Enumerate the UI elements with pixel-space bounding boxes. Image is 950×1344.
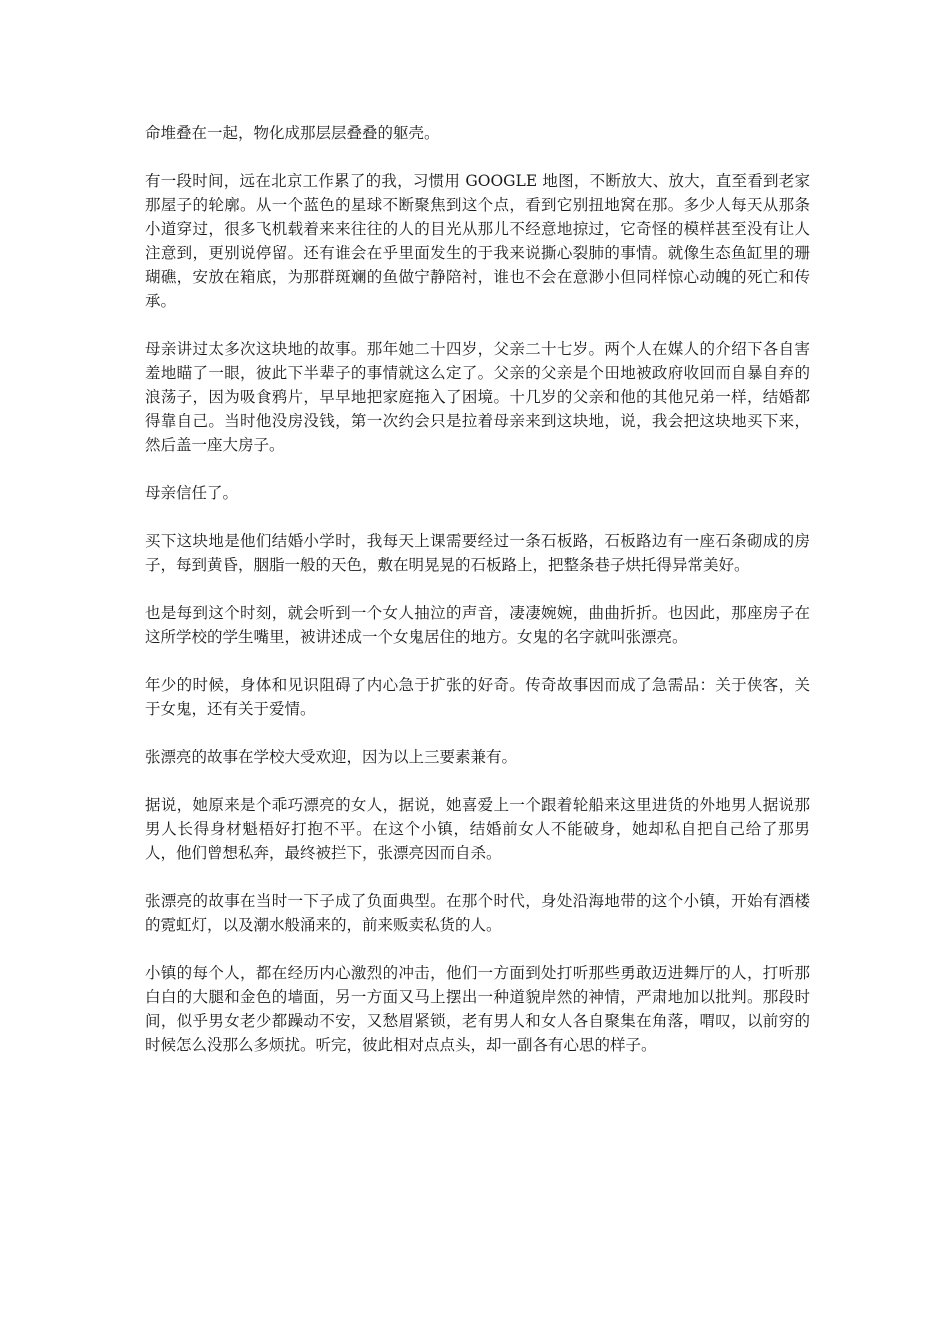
paragraph: 张漂亮的故事在当时一下子成了负面典型。在那个时代，身处沿海地带的这个小镇，开始有酒楼的霓虹灯，以及潮水般涌来的，前来贩卖私货的人。 xyxy=(145,892,810,934)
paragraph: 买下这块地是他们结婚小学时，我每天上课需要经过一条石板路，石板路边有一座石条砌成的房子，每到黄昏，胭脂一般的天色，敷在明晃晃的石板路上，把整条巷子烘托得异常美好。 xyxy=(145,532,810,574)
document-body xyxy=(145,121,810,1081)
paragraph: 也是每到这个时刻，就会听到一个女人抽泣的声音，凄凄婉婉，曲曲折折。也因此，那座房子在这所学校的学生嘴里，被讲述成一个女鬼居住的地方。女鬼的名字就叫张漂亮。 xyxy=(145,604,810,646)
paragraph: 小镇的每个人，都在经历内心激烈的冲击，他们一方面到处打听那些勇敢迈进舞厅的人，打听那白白的大腿和金色的墙面，另一方面又马上摆出一种道貌岸然的神情，严肃地加以批判。那段时间，似乎男女老少都躁动不安，又愁眉紧锁，老有男人和女人各自聚集在角落，喟叹，以前穷的时候怎么没那么多烦扰。听完，彼此相对点点头，却一副各有心思的样子。 xyxy=(145,964,810,1054)
paragraph: 张漂亮的故事在学校大受欢迎，因为以上三要素兼有。 xyxy=(145,748,518,766)
paragraph: 据说，她原来是个乖巧漂亮的女人，据说，她喜爱上一个跟着轮船来这里进货的外地男人据说那男人长得身材魁梧好打抱不平。在这个小镇，结婚前女人不能破身，她却私自把自己给了那男人，他们曾想私奔，最终被拦下，张漂亮因而自杀。 xyxy=(145,796,810,862)
paragraph: 有一段时间，远在北京工作累了的我，习惯用 GOOGLE 地图，不断放大、放大，直至看到老家那屋子的轮廓。从一个蓝色的星球不断聚焦到这个点，看到它别扭地窝在那。多少人每天从那条小道穿过，很多飞机载着来来往往的人的目光从那儿不经意地掠过，它奇怪的模样甚至没有让人注意到，更别说停留。还有谁会在乎里面发生的于我来说撕心裂肺的事情。就像生态鱼缸里的珊瑚礁，安放在箱底，为那群斑斓的鱼做宁静陪衬，谁也不会在意渺小但同样惊心动魄的死亡和传承。 xyxy=(145,172,810,310)
paragraph: 母亲讲过太多次这块地的故事。那年她二十四岁，父亲二十七岁。两个人在媒人的介绍下各自害羞地瞄了一眼，彼此下半辈子的事情就这么定了。父亲的父亲是个田地被政府收回而自暴自弃的浪荡子，因为吸食鸦片，早早地把家庭拖入了困境。十几岁的父亲和他的其他兄弟一样，结婚都得靠自己。当时他没房没钱，第一次约会只是拉着母亲来到这块地，说，我会把这块地买下来，然后盖一座大房子。 xyxy=(145,340,810,454)
paragraph: 命堆叠在一起，物化成那层层叠叠的躯壳。 xyxy=(145,124,440,142)
paragraph: 母亲信任了。 xyxy=(145,484,239,502)
paragraph: 年少的时候，身体和见识阻碍了内心急于扩张的好奇。传奇故事因而成了急需品：关于侠客，关于女鬼，还有关于爱情。 xyxy=(145,676,810,718)
